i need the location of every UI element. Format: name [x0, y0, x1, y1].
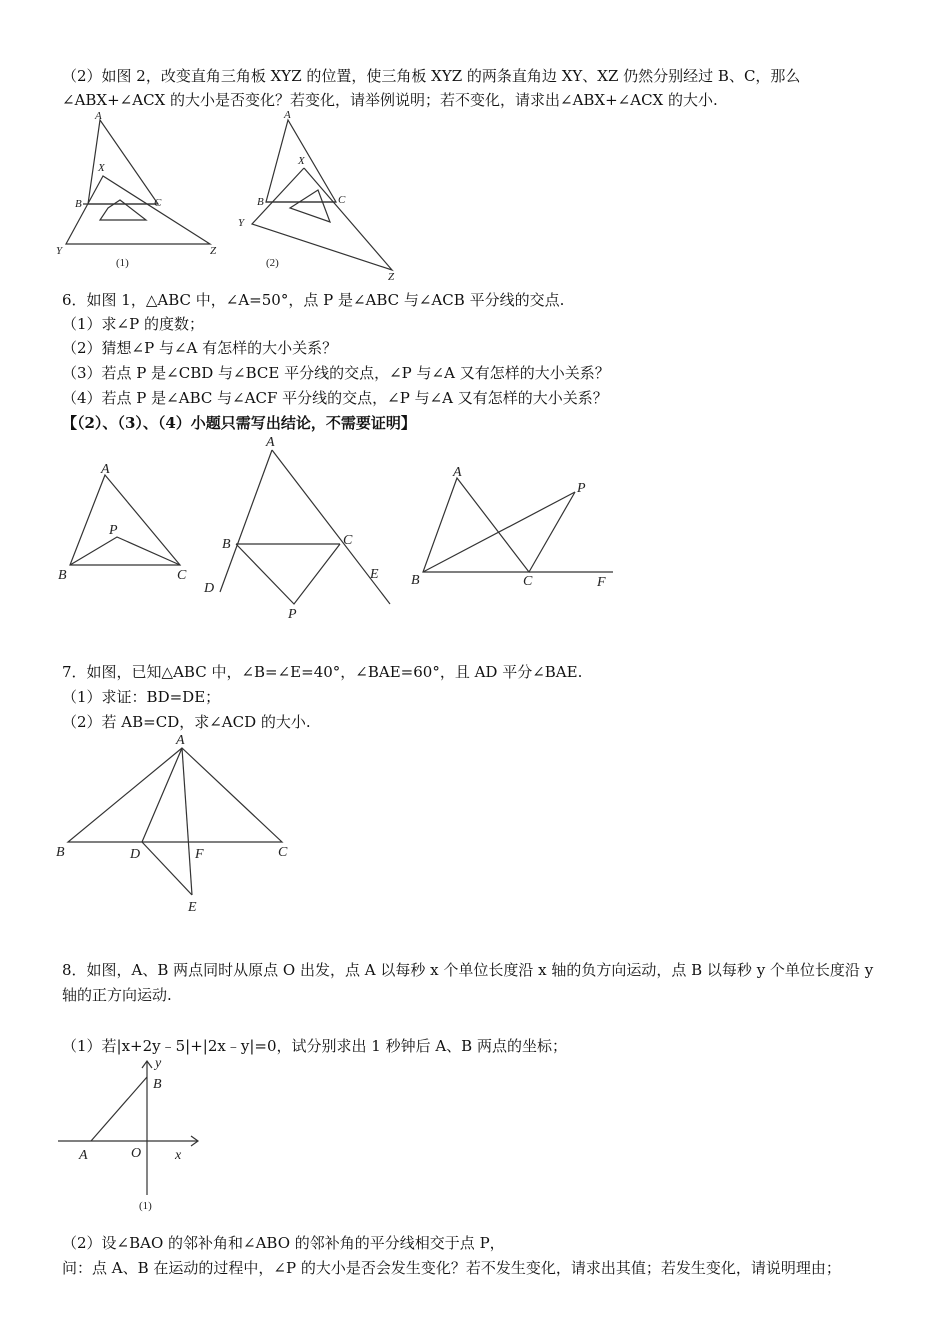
- q5-figure-1: [50, 108, 230, 278]
- q8-part2: （2）设∠BAO 的邻补角和∠ABO 的邻补角的平分线相交于点 P，: [62, 1234, 505, 1252]
- q7-part2: （2）若 AB=CD，求∠ACD 的大小.: [62, 713, 311, 731]
- q7-stem: 7．如图，已知△ABC 中，∠B=∠E=40°，∠BAE=60°，且 AD 平分∠BAE.: [62, 663, 583, 681]
- label-Z: Z: [388, 271, 395, 283]
- q7-figure: [50, 730, 300, 915]
- q6-part2: （2）猜想∠P 与∠A 有怎样的大小关系？: [62, 339, 338, 357]
- label-C: C: [278, 845, 288, 860]
- label-X: X: [98, 162, 105, 174]
- label-A: A: [453, 465, 462, 480]
- label-A: A: [101, 462, 110, 477]
- label-P: P: [109, 523, 118, 538]
- label-A: A: [176, 733, 185, 748]
- q6-figure-2: [200, 432, 400, 627]
- q6-note: 【（2）、（3）、（4）小题只需写出结论，不需要证明】: [62, 414, 416, 432]
- figure-caption: (1): [139, 1200, 152, 1212]
- q8-part2-question: 问：点 A、B 在运动的过程中，∠P 的大小是否会发生变化？若不发生变化，请求出其值；若发生变化，请说明理由；: [62, 1259, 841, 1277]
- label-B: B: [58, 568, 67, 583]
- label-C: C: [338, 194, 346, 206]
- label-x: x: [175, 1148, 182, 1163]
- label-F: F: [195, 847, 204, 862]
- q8-stem-line2: 轴的正方向运动.: [62, 986, 172, 1004]
- figure-caption: (2): [266, 257, 279, 269]
- label-B: B: [75, 198, 82, 210]
- q6-part1: （1）求∠P 的度数；: [62, 315, 204, 333]
- label-E: E: [188, 900, 197, 915]
- label-C: C: [343, 533, 353, 548]
- label-A: A: [266, 435, 275, 450]
- label-Y: Y: [56, 245, 63, 257]
- label-C: C: [177, 568, 187, 583]
- q8-figure: [55, 1055, 215, 1215]
- q5-part2-line1: （2）如图 2，改变直角三角板 XYZ 的位置，使三角板 XYZ 的两条直角边 XY、XZ 仍然分别经过 B、C，那么: [62, 67, 801, 85]
- figure-caption: (1): [116, 257, 129, 269]
- label-P: P: [577, 481, 586, 496]
- label-B: B: [411, 573, 420, 588]
- q6-figure-1: [55, 455, 205, 585]
- label-D: D: [204, 581, 215, 596]
- label-A: A: [79, 1148, 88, 1163]
- label-C: C: [154, 197, 162, 209]
- label-B: B: [153, 1077, 162, 1092]
- q5-part2-line2: ∠ABX+∠ACX 的大小是否变化？若变化，请举例说明；若不变化，请求出∠ABX+∠ACX 的大小.: [62, 91, 718, 109]
- label-A: A: [284, 109, 291, 121]
- q8-part1: （1）若|x+2y﹣5|+|2x﹣y|=0，试分别求出 1 秒钟后 A、B 两点的坐标；: [62, 1037, 567, 1055]
- label-B: B: [257, 196, 264, 208]
- label-Z: Z: [210, 245, 217, 257]
- label-B: B: [56, 845, 65, 860]
- q7-part1: （1）求证：BD=DE；: [62, 688, 221, 706]
- q6-part3: （3）若点 P 是∠CBD 与∠BCE 平分线的交点，∠P 与∠A 又有怎样的大小关系？: [62, 364, 610, 382]
- q6-stem: 6．如图 1，△ABC 中，∠A=50°，点 P 是∠ABC 与∠ACB 平分线的交点.: [62, 291, 565, 309]
- label-B: B: [222, 537, 231, 552]
- label-F: F: [597, 575, 606, 590]
- label-Y: Y: [238, 217, 245, 229]
- q6-part4: （4）若点 P 是∠ABC 与∠ACF 平分线的交点，∠P 与∠A 又有怎样的大小关系？: [62, 389, 608, 407]
- label-A: A: [95, 110, 102, 122]
- label-y: y: [155, 1056, 162, 1071]
- label-C: C: [523, 574, 533, 589]
- label-X: X: [298, 155, 305, 167]
- q6-figure-3: [405, 460, 620, 590]
- label-P: P: [288, 607, 297, 622]
- label-D: D: [130, 847, 141, 862]
- label-E: E: [370, 567, 379, 582]
- label-O: O: [131, 1146, 142, 1161]
- q5-figure-2: [232, 108, 412, 283]
- q8-stem-line1: 8．如图，A、B 两点同时从原点 O 出发，点 A 以每秒 x 个单位长度沿 x 轴的负方向运动，点 B 以每秒 y 个单位长度沿 y: [62, 961, 874, 979]
